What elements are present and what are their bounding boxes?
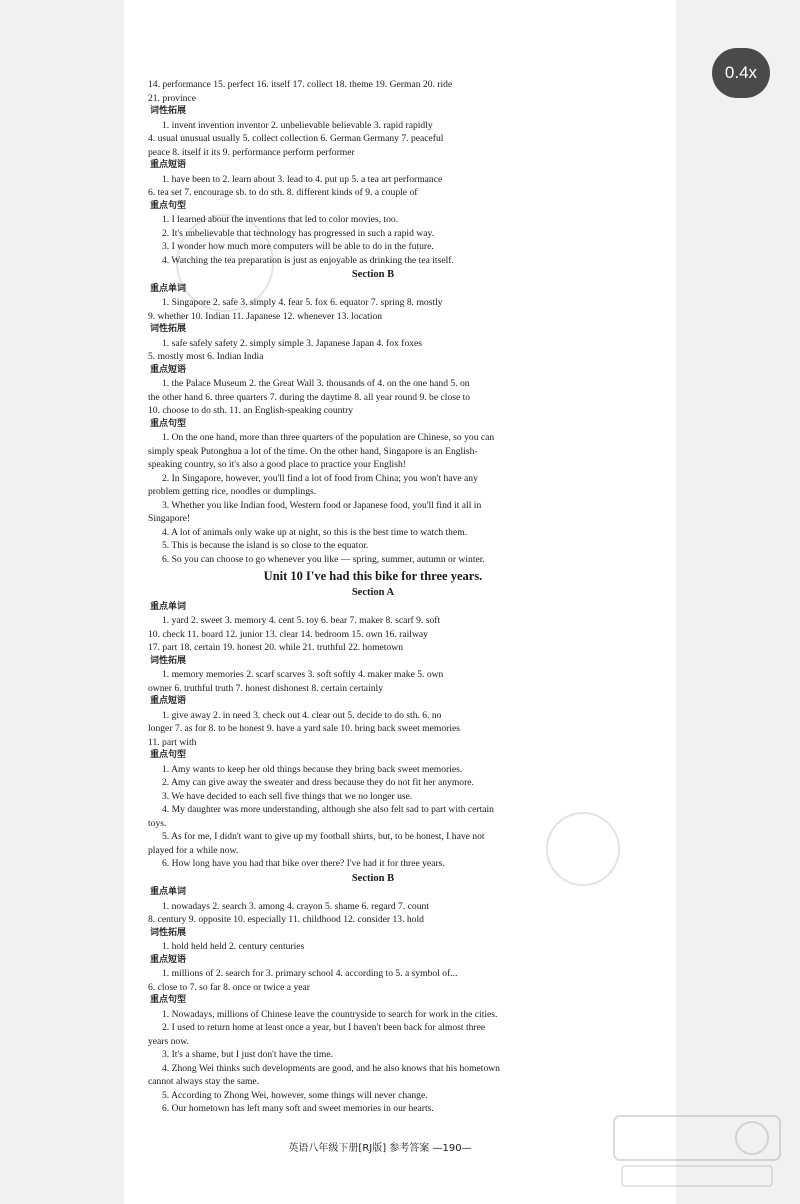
subheading: 重点短语 xyxy=(150,954,187,965)
section-heading: Section B xyxy=(351,872,395,884)
text-line: 1. Singapore 2. safe 3. simply 4. fear 5. fox 6. equator 7. spring 8. mostly xyxy=(162,297,443,308)
subheading: 重点短语 xyxy=(150,364,187,375)
text-line: 17. part 18. certain 19. honest 20. while 21. truthful 22. hometown xyxy=(148,642,403,653)
text-line: 10. check 11. board 12. junior 13. clear 14. bedroom 15. own 16. railway xyxy=(148,628,428,640)
watermark-logo xyxy=(612,1112,782,1192)
text-line: 21. province xyxy=(148,92,196,104)
subheading: 词性拓展 xyxy=(150,927,187,938)
text-line: 1. nowadays 2. search 3. among 4. crayon 5. shame 6. regard 7. count xyxy=(162,900,429,912)
subheading: 重点单词 xyxy=(150,887,187,897)
text-line: peace 8. itself it its 9. performance perform performer xyxy=(148,146,355,158)
text-line: 1. give away 2. in need 3. check out 4. clear out 5. decide to do sth. 6. no xyxy=(162,709,442,721)
text-line: 9. whether 10. Indian 11. Japanese 12. whenever 13. location xyxy=(148,310,383,322)
text-line: owner 6. truthful truth 7. honest dishonest 8. certain certainly xyxy=(148,682,383,694)
subheading: 词性拓展 xyxy=(150,324,187,334)
section-heading: Section A xyxy=(351,587,395,598)
text-line: 5. As for me, I didn't want to give up my football shirts, but, to be honest, I have not xyxy=(162,831,485,842)
subheading: 词性拓展 xyxy=(150,106,187,116)
zoom-level-label: 0.4x xyxy=(724,63,758,82)
text-line: 3. I wonder how much more computers will be able to do in the future. xyxy=(162,241,434,252)
text-line: 1. millions of 2. search for 3. primary school 4. according to 5. a symbol of... xyxy=(162,968,458,979)
text-line: 1. I learned about the inventions that led to color movies, too. xyxy=(162,214,399,225)
text-line: 4. Zhong Wei thinks such developments are good, and he also knows that his hometown xyxy=(162,1062,500,1074)
text-line: problem getting rice, noodles or dumplings. xyxy=(148,486,317,497)
text-line: 2. In Singapore, however, you'll find a lot of food from China; you won't have any xyxy=(162,472,478,484)
answer-text xyxy=(148,78,598,1116)
text-line: 14. performance 15. perfect 16. itself 17. collect 18. theme 19. German 20. ride xyxy=(148,79,453,90)
text-line: 1. Nowadays, millions of Chinese leave the countryside to search for work in the cities. xyxy=(162,1008,498,1020)
text-line: longer 7. as for 8. to be honest 9. have a yard sale 10. bring back sweet memories xyxy=(148,723,460,734)
text-line: 6. close to 7. so far 8. once or twice a year xyxy=(148,981,310,993)
text-line: 1. the Palace Museum 2. the Great Wall 3. thousands of 4. on the one hand 5. on xyxy=(162,378,470,389)
text-line: 3. We have decided to each sell five things that we no longer use. xyxy=(162,790,413,802)
text-line: simply speak Putonghua a lot of the time. On the other hand, Singapore is an English- xyxy=(148,445,478,457)
text-line: 1. invent invention inventor 2. unbelievable believable 3. rapid rapidly xyxy=(162,119,433,131)
text-line: 4. A lot of animals only wake up at night, so this is the best time to watch them. xyxy=(162,526,468,538)
text-line: 1. yard 2. sweet 3. memory 4. cent 5. toy 6. bear 7. maker 8. scarf 9. soft xyxy=(162,615,441,626)
text-line: 5. This is because the island is so close to the equator. xyxy=(162,540,369,551)
text-line: 6. So you can choose to go whenever you like — spring, summer, autumn or winter. xyxy=(162,553,485,565)
text-line: 6. tea set 7. encourage sb. to do sth. 8. different kinds of 9. a couple of xyxy=(148,187,418,198)
text-line: 4. usual unusual usually 5. collect collection 6. German Germany 7. peaceful xyxy=(148,133,444,144)
text-line: 6. Our hometown has left many soft and sweet memories in our hearts. xyxy=(162,1103,434,1114)
text-line: 1. On the one hand, more than three quarters of the population are Chinese, so you can xyxy=(162,432,495,443)
unit-title: Unit 10 I've had this bike for three years. xyxy=(263,569,483,583)
text-line: 1. safe safely safety 2. simply simple 3. Japanese Japan 4. fox foxes xyxy=(162,337,423,349)
text-line: 1. memory memories 2. scarf scarves 3. soft softly 4. maker make 5. own xyxy=(162,669,444,680)
text-line: Singapore! xyxy=(148,513,191,524)
subheading: 重点句型 xyxy=(150,200,187,211)
subheading: 重点短语 xyxy=(150,160,187,170)
text-line: 1. hold held held 2. century centuries xyxy=(162,941,305,952)
text-line: 4. My daughter was more understanding, although she also felt sad to part with certain xyxy=(162,804,494,815)
text-line: 6. How long have you had that bike over there? I've had it for three years. xyxy=(162,858,445,869)
zoom-level-badge[interactable] xyxy=(712,48,770,98)
subheading: 重点单词 xyxy=(150,283,187,294)
text-line: played for a while now. xyxy=(148,844,239,856)
subheading: 重点句型 xyxy=(150,995,187,1005)
subheading: 重点单词 xyxy=(150,601,187,612)
text-line: the other hand 6. three quarters 7. during the daytime 8. all year round 9. be close to xyxy=(148,391,471,403)
text-line: 5. mostly most 6. Indian India xyxy=(148,351,264,362)
text-line: 4. Watching the tea preparation is just as enjoyable as drinking the tea itself. xyxy=(162,254,454,266)
text-line: 2. Amy can give away the sweater and dress because they do not fit her anymore. xyxy=(162,777,474,788)
text-line: 10. choose to do sth. 11. an English-speaking country xyxy=(148,405,354,416)
subheading: 重点句型 xyxy=(150,750,187,760)
page-footer: 英语八年级下册[RJ版] 参考答案 —190— xyxy=(288,1143,472,1154)
section-heading: Section B xyxy=(351,269,395,280)
text-line: 3. Whether you like Indian food, Western food or Japanese food, you'll find it all in xyxy=(162,499,482,511)
text-line: 1. Amy wants to keep her old things because they bring back sweet memories. xyxy=(162,763,463,775)
text-line: 11. part with xyxy=(148,736,197,748)
text-line: 5. According to Zhong Wei, however, some things will never change. xyxy=(162,1089,428,1101)
text-line: 3. It's a shame, but I just don't have the time. xyxy=(162,1049,334,1060)
text-line: toys. xyxy=(148,817,167,829)
text-line: 8. century 9. opposite 10. especially 11. childhood 12. consider 13. hold xyxy=(148,914,424,925)
text-line: 1. have been to 2. learn about 3. lead to 4. put up 5. a tea art performance xyxy=(162,173,443,185)
text-line: years now. xyxy=(148,1035,189,1047)
subheading: 重点短语 xyxy=(150,696,187,706)
text-line: 2. I used to return home at least once a year, but I haven't been back for almost three xyxy=(162,1022,486,1033)
text-line: speaking country, so it's also a good place to practice your English! xyxy=(148,459,406,470)
text-line: 2. It's unbelievable that technology has progressed in such a rapid way. xyxy=(162,227,435,239)
subheading: 词性拓展 xyxy=(150,655,187,666)
subheading: 重点句型 xyxy=(150,418,187,429)
text-line: cannot always stay the same. xyxy=(148,1076,260,1087)
